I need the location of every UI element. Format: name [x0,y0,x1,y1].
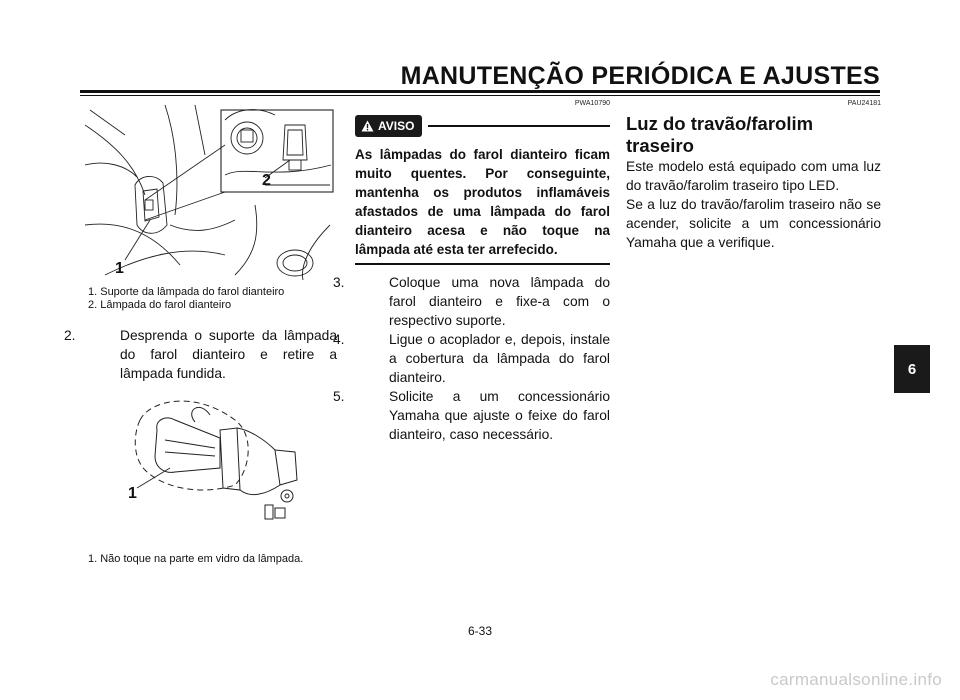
figure1-caption-2: 2. Lâmpada do farol dianteiro [88,299,232,311]
chapter-tab[interactable]: 6 [894,345,930,393]
figure2-caption: 1. Não toque na parte em vidro da lâmpada. [88,553,304,565]
header-rule-thin [80,95,880,96]
step-4: 4. Ligue o acoplador e, depois, instale a cobertura da lâmpada do farol dianteiro. [333,331,610,385]
step-2-number: 2. [64,328,76,343]
section-paragraph-1: Este modelo está equipado com uma luz do travão/farolim traseiro tipo LED. [626,159,881,193]
watermark: carmanualsonline.info [770,670,942,689]
section-paragraph-2: Se a luz do travão/farolim traseiro não se acender, solicite a um concessionário Yamaha que a verifique. [626,197,881,250]
warning-label: AVISO [378,119,415,133]
step-5: 5. Solicite a um concessionário Yamaha que ajuste o feixe do farol dianteiro, caso necessário. [333,388,610,442]
callout-1: 1 [115,260,124,277]
headlight-socket-illustration [85,105,335,280]
warning-end-rule [355,263,610,265]
halogen-bulb-illustration [125,390,310,525]
header-rule [80,90,880,93]
section-title: Luz do travão/farolim traseiro [626,113,814,156]
callout-1-bulb: 1 [128,485,137,502]
warning-badge [355,115,422,137]
callout-2: 2 [262,172,271,189]
warning-triangle-icon [361,120,374,132]
warning-text: As lâmpadas do farol dianteiro ficam muito quentes. Por conseguinte, mantenha os produtos inflamáveis afastados de uma lâmpada do farol dianteiro acesa e não toque na lâmpada até esta ter arrefecido. [355,147,610,257]
column-warning [333,100,610,444]
figure1-caption-1: 1. Suporte da lâmpada do farol dianteiro [88,286,285,298]
step-2 [64,326,337,383]
page-number: 6-33 [467,624,493,638]
warning-code: PWA10790 [574,100,610,107]
steps-list [333,273,610,444]
warning-rule [428,125,610,127]
section-code: PAU24181 [847,100,881,107]
column-section [626,100,881,252]
page-header-title: MANUTENÇÃO PERIÓDICA E AJUSTES [400,62,880,90]
step-2-text: Desprenda o suporte da lâmpada do farol dianteiro e retire a lâmpada fundida. [120,328,337,381]
step-3: 3. Coloque uma nova lâmpada do farol dianteiro e fixe-a com o respectivo suporte. [333,274,610,328]
